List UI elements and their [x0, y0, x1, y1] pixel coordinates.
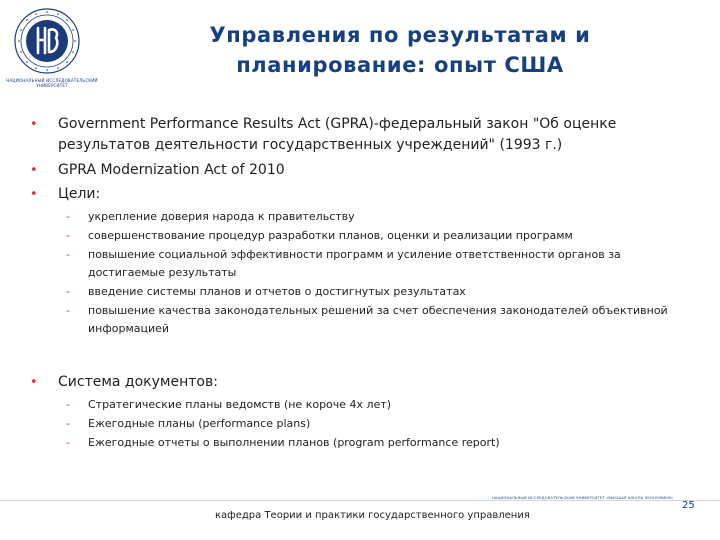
goal-text: введение системы планов и отчетов о достигнутых результатах: [88, 285, 466, 298]
hse-seal-icon: [14, 8, 80, 74]
footer-department: кафедра Теории и практики государственного управления: [215, 510, 530, 521]
bullet-text: Government Performance Results Act (GPRA)-федеральный закон "Об оценке результатов деятельности государственных учреждений" (1993 г.): [58, 116, 617, 153]
slide-footer: [0, 490, 720, 540]
title-line-2: планирование: опыт США: [236, 53, 564, 77]
slide-title: [150, 20, 650, 80]
goal-text: повышение социальной эффективности программ и усиление ответственности органов за достигаемые результаты: [88, 248, 621, 279]
dash-icon: -: [66, 398, 70, 411]
goal-text: повышение качества законодательных решений за счет обеспечения законодателей объективной информацией: [88, 304, 668, 335]
goal-text: укрепление доверия народа к правительству: [88, 210, 355, 223]
bullet-dot-icon: •: [30, 187, 38, 202]
logo-caption: НАЦИОНАЛЬНЫЙ ИССЛЕДОВАТЕЛЬСКИЙ УНИВЕРСИТЕТ: [6, 78, 98, 88]
document-text: Ежегодные планы (performance plans): [88, 417, 311, 430]
university-logo: [14, 8, 80, 74]
bullet-text: GPRA Modernization Act of 2010: [58, 162, 285, 178]
bullet-dot-icon: •: [30, 375, 38, 390]
dash-icon: -: [66, 229, 70, 242]
document-text: Ежегодные отчеты о выполнении планов (program performance report): [88, 436, 500, 449]
documents-heading: Система документов:: [58, 374, 218, 390]
dash-icon: -: [66, 417, 70, 430]
dash-icon: -: [66, 436, 70, 449]
dash-icon: -: [66, 304, 70, 317]
bullet-text: Цели:: [58, 186, 101, 202]
footer-university-text: НАЦИОНАЛЬНЫЙ ИССЛЕДОВАТЕЛЬСКИЙ УНИВЕРСИТЕТ «ВЫСШАЯ ШКОЛА ЭКОНОМИКИ»: [492, 496, 674, 500]
footer-divider: [0, 500, 720, 501]
dash-icon: -: [66, 285, 70, 298]
title-line-1: Управления по результатам и: [209, 23, 591, 47]
dash-icon: -: [66, 248, 70, 261]
page-number: 25: [682, 500, 695, 511]
document-text: Стратегические планы ведомств (не короче 4х лет): [88, 398, 392, 411]
bullet-dot-icon: •: [30, 117, 38, 132]
bullet-dot-icon: •: [30, 163, 38, 178]
dash-icon: -: [66, 210, 70, 223]
goal-text: совершенствование процедур разработки планов, оценки и реализации программ: [88, 229, 573, 242]
